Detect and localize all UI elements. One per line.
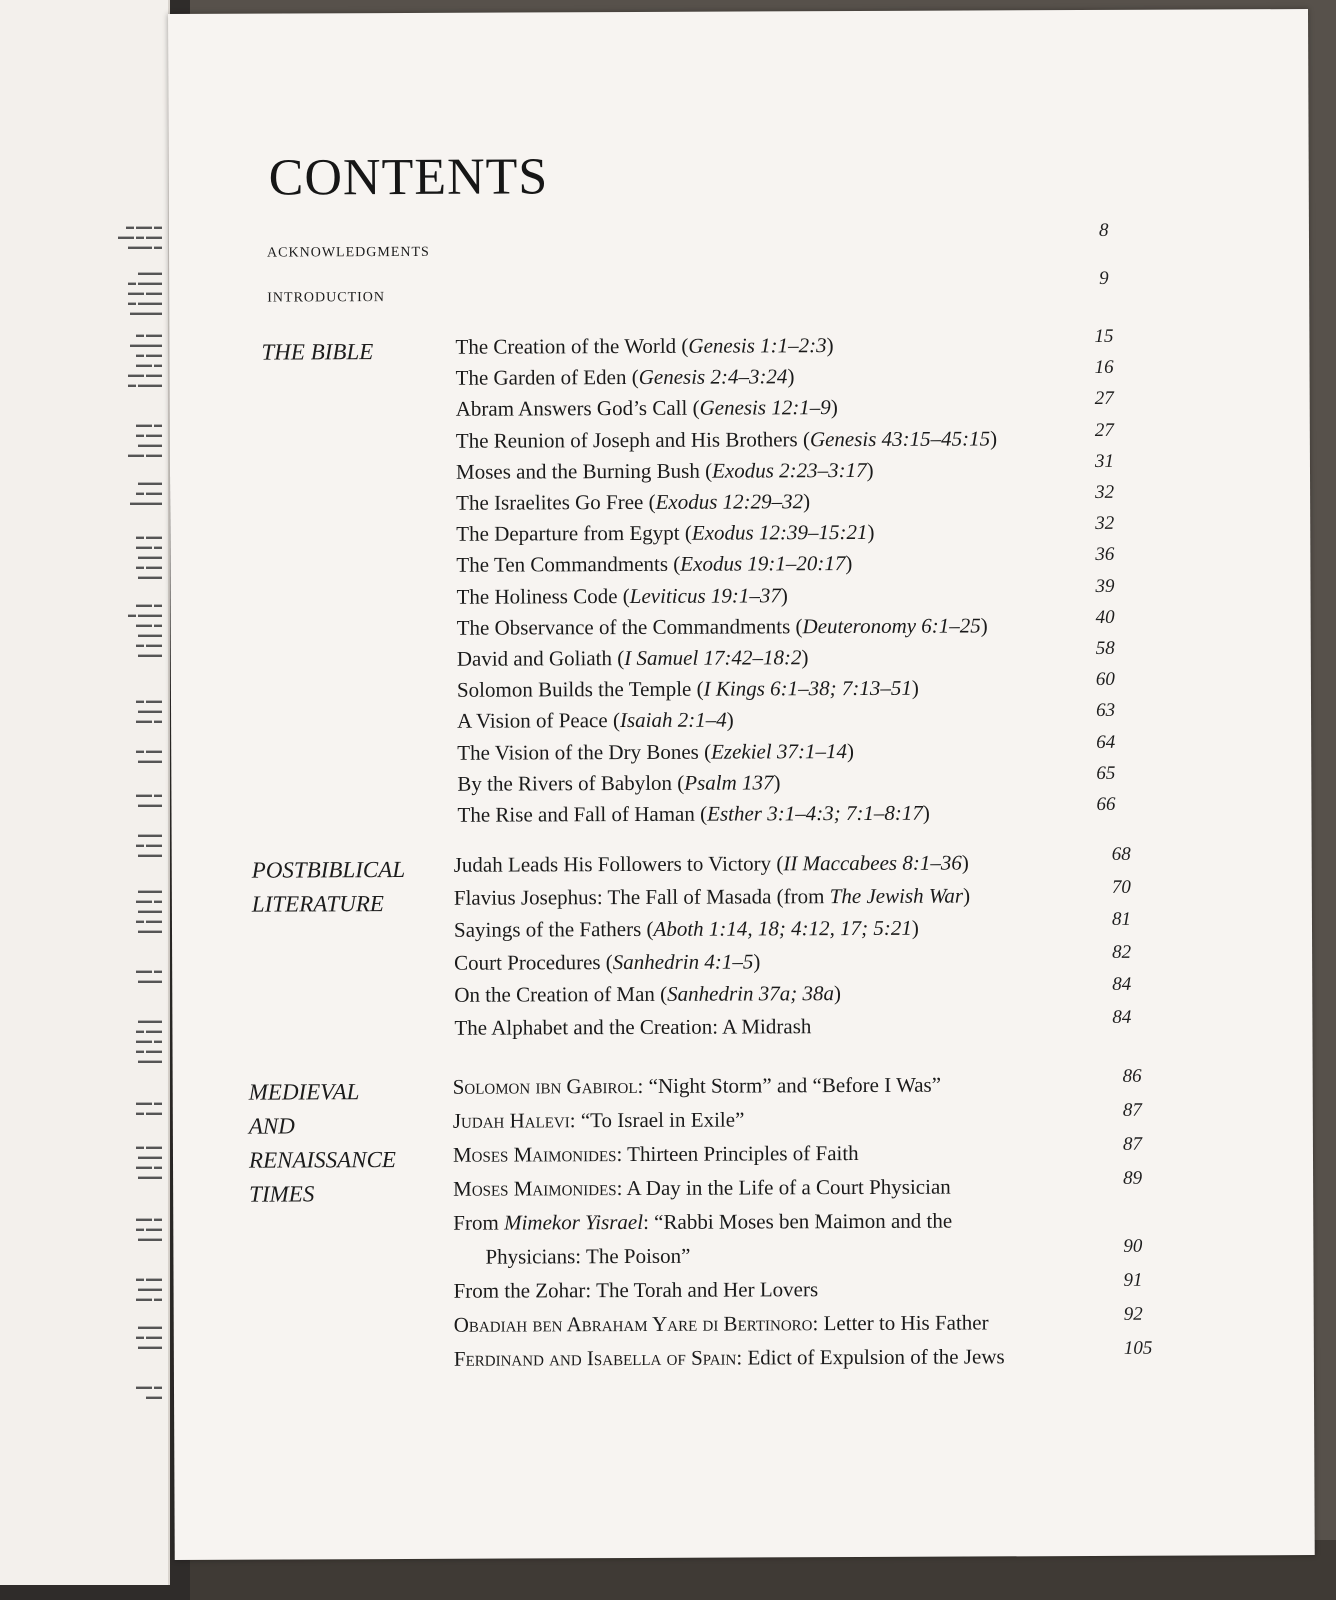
page-number: 82 [1112,941,1132,963]
page-number: 39 [1095,575,1115,597]
paren: ( [654,981,668,1006]
toc-entry [172,843,1312,886]
entry-text: : Thirteen Principles of Faith [616,1140,859,1167]
toc-entry-title [454,883,970,910]
toc-entry-title [453,1107,745,1133]
toc-entry [172,876,1312,919]
page-number: 15 [1094,325,1114,347]
scripture-reference: Exodus 12:29–32 [655,489,804,514]
toc-entry [172,941,1312,984]
page-number: 86 [1122,1065,1142,1087]
paren: ) [911,675,919,700]
page-number: 89 [1123,1167,1143,1189]
toc-entry-title [454,949,760,975]
paren: ) [833,981,842,1006]
page-number: 92 [1123,1303,1143,1325]
paren: ) [773,770,781,795]
toc-entry-title [456,551,852,578]
paren: ) [961,850,969,875]
page-number: 81 [1111,908,1132,930]
paren: ) [980,613,988,638]
toc-entry [173,1207,1313,1269]
paren: ) [787,364,795,389]
paren: ) [830,395,838,420]
paren: ) [911,915,919,940]
scripture-reference: Psalm 137 [684,770,774,795]
paren: ( [679,520,692,545]
page-number: 64 [1096,731,1116,753]
entry-text: The Garden of Eden [455,365,627,390]
page-number: 87 [1122,1099,1142,1121]
paren: ( [600,949,613,974]
author-name: Solomon ibn Gabirol [452,1073,638,1099]
author-name: Moses Maimonides [452,1142,617,1167]
scripture-reference: Deuteronomy 6:1–25 [802,613,981,639]
toc-entry-title [457,801,930,828]
page-number: 36 [1095,544,1115,566]
paren: ) [845,551,853,576]
scripture-reference: Aboth 1:14, 18; 4:12, 17; 5:21 [653,915,912,941]
toc-entry-title [454,851,969,878]
paren: ( [790,614,803,639]
section-heading-line: THE BIBLE [261,339,374,365]
section-heading-line: MEDIEVAL [248,1079,360,1105]
page-number: 90 [1123,1235,1143,1257]
toc-entry-title [457,613,988,640]
toc-entry-title [456,458,874,485]
paren: ( [617,583,630,608]
scripture-reference: Genesis 43:15–45:15 [809,426,991,451]
entry-text: The Alphabet and the Creation: A Midrash [454,1013,812,1040]
paren: ) [846,738,854,763]
toc-entry-title [457,645,809,672]
paren: ( [641,916,654,941]
work-title: Mimekor Yisrael [503,1209,644,1235]
section-heading-line: LITERATURE [251,891,384,917]
paren: ) [866,457,874,482]
paren: ( [699,458,713,483]
entry-text: From the Zohar: The Torah and Her Lovers [453,1277,819,1303]
toc-entry-title [456,364,795,390]
work-title: The Jewish War [829,883,964,908]
entry-text: A Vision of Peace [457,708,608,734]
entry-text: On the Creation of Man [454,981,655,1007]
author-name: Judah Halevi [452,1108,570,1133]
front-matter-page-number: 9 [1099,267,1109,289]
entry-text: The Ten Commandments [456,552,669,578]
page-number: 32 [1095,481,1115,503]
toc-entry-title [454,916,919,943]
toc-entry-title [454,1344,1005,1371]
toc-entry-title [453,1141,859,1168]
paren: ( [694,801,708,826]
paren: ( [643,489,656,514]
scripture-reference: II Maccabees 8:1–36 [783,850,962,876]
entry-text: Court Procedures [454,949,601,975]
page-number: 87 [1122,1133,1142,1155]
page-number: 40 [1095,606,1115,628]
scripture-reference: Isaiah 2:1–4 [619,707,727,733]
toc-entry-title [454,981,841,1008]
page-number: 63 [1096,700,1116,722]
page-number: 105 [1123,1337,1153,1359]
author-name: Moses Maimonides [453,1176,617,1201]
scripture-reference: Sanhedrin 4:1–5 [612,948,754,974]
entry-text: : “Rabbi Moses ben Maimon and the [643,1208,953,1234]
entry-text: Moses and the Burning Bush [455,458,700,484]
section-heading-line: RENAISSANCE [248,1147,396,1173]
entry-text: ) [963,883,971,908]
toc-entry-title [457,708,734,734]
contents-page [168,9,1315,1560]
entry-text: The Creation of the World [455,333,677,359]
page-title: CONTENTS [268,148,549,207]
toc-entry-title [456,489,810,516]
paren: ( [797,426,810,451]
scripture-reference: Sanhedrin 37a; 38a [667,981,835,1006]
entry-text: : Letter to His Father [812,1310,989,1336]
section-heading-line: AND [248,1113,295,1139]
section-heading-line: TIMES [249,1181,315,1207]
toc-entry-continuation: Physicians: The Poison” [485,1243,691,1269]
author-name: Obadiah ben Abraham Yare di Bertinoro [453,1311,813,1337]
toc-entry-title [453,1209,952,1236]
scripture-reference: Genesis 1:1–2:3 [688,333,827,358]
toc-entry-title [457,739,854,766]
facing-page: ▬ ▬▬ ▬ ▬▬ ▬ ▬▬ ▬▬▬ ▬ ▬▬▬ ▬ ▬▬▬ ▬▬ ▬▬ ▬ ▬▬▬ ▬▬▬▬ ▬ ▬▬ ▬▬▬▬ ▬ ▬▬ ▬▬ ▬ ▬▬ ▬▬ ▬ ▬▬▬ ▬▬ ▬ ▬ ▬▬ ▬▬▬ ▬▬ ▬▬ ▬▬▬ ▬ ▬▬ ▬▬▬▬ ▬ ▬▬ ▬▬ ▬ ▬▬▬ ▬ ▬▬ ▬▬▬ ▬▬ ▬ ▬ ▬▬▬ ▬▬ ▬ ▬▬▬ ▬ ▬▬ ▬▬▬ ▬ ▬▬ ▬▬▬ ▬▬ ▬ ▬ ▬▬ ▬▬▬ ▬▬ ▬ ▬▬▬ ▬▬▬ ▬ ▬▬ ▬▬▬ ▬▬▬ ▬▬ ▬ ▬▬▬ ▬ ▬▬ ▬▬▬ ▬▬ ▬ ▬▬▬ ▬▬▬ ▬ ▬▬ ▬▬ ▬ ▬ ▬▬ ▬▬▬ ▬▬ ▬ ▬ ▬▬ ▬ ▬▬ ▬▬▬ ▬▬ ▬ ▬▬▬ ▬▬ ▬ ▬ ▬▬ ▬▬▬ ▬ ▬▬ ▬▬▬ ▬▬ ▬ ▬▬▬ ▬ ▬▬ ▬▬▬ ▬▬ ▬ ▬▬ [0,0,170,1585]
entry-text: Judah Leads His Followers to Victory [453,851,772,877]
paren: ( [611,646,625,671]
entry-text: The Rise and Fall of Haman [457,801,695,827]
paren: ( [691,676,704,701]
scripture-reference: Exodus 12:39–15:21 [691,520,868,545]
toc-entry-title [456,520,874,547]
paren: ) [867,520,875,545]
entry-text: : Edict of Expulsion of the Jews [736,1344,1005,1370]
page-number: 91 [1123,1269,1143,1291]
paren: ) [801,645,809,670]
page-number: 66 [1096,793,1116,815]
toc-entry [171,793,1311,836]
scripture-reference: Genesis 2:4–3:24 [638,364,788,390]
scripture-reference: Exodus 2:23–3:17 [712,457,867,483]
page-number: 60 [1095,669,1115,691]
paren: ( [698,739,712,764]
scripture-reference: Ezekiel 37:1–14 [710,738,847,764]
front-matter-acknowledgments: ACKNOWLEDGMENTS [267,244,430,261]
toc-entry-title [457,770,780,796]
toc-entry [172,1006,1312,1049]
page-number: 32 [1095,513,1115,535]
page-number: 27 [1094,419,1114,441]
page-number: 27 [1094,388,1114,410]
entry-text: The Holiness Code [456,583,618,609]
entry-text: The Israelites Go Free [456,489,644,515]
entry-text: From [453,1210,505,1235]
entry-text: Flavius Josephus: The Fall of Masada (from [453,883,830,910]
toc-entry-title [456,583,787,609]
toc-entry-title [456,395,838,422]
paren: ( [607,708,620,733]
entry-text: : “To Israel in Exile” [569,1107,745,1133]
entry-text: The Vision of the Dry Bones [457,739,699,765]
page-number: 68 [1111,843,1131,865]
scripture-reference: I Samuel 17:42–18:2 [624,645,802,671]
paren: ( [687,396,700,421]
toc-entry-title [455,333,833,360]
paren: ) [922,800,930,825]
author-name: Ferdinand and Isabella of Spain [453,1345,737,1371]
entry-text: Solomon Builds the Temple [456,676,692,702]
entry-text: Sayings of the Fathers [453,916,642,942]
toc-entry-title [457,676,919,703]
paren: ) [726,707,734,732]
toc-entry-title [456,426,997,453]
entry-text: : A Day in the Life of a Court Physician [616,1174,951,1201]
section-heading-line: POSTBIBLICAL [251,856,406,883]
toc-entry-title [454,1277,819,1304]
scripture-reference: Leviticus 19:1–37 [629,582,781,608]
scripture-reference: Genesis 12:1–9 [699,395,831,421]
front-matter-page-number: 8 [1098,219,1109,241]
toc-entry-title [454,1310,989,1337]
paren: ) [780,582,788,607]
paren: ) [826,333,834,358]
paren: ( [771,851,784,876]
page-number: 65 [1096,762,1116,784]
paren: ) [753,948,761,973]
paren: ( [626,365,639,390]
toc-entry-title [453,1073,941,1100]
entry-text: Abram Answers God’s Call [455,396,688,422]
entry-text: : “Night Storm” and “Before I Was” [637,1072,942,1098]
entry-text: David and Goliath [456,646,613,671]
toc-entry [173,1167,1313,1210]
toc-entry-title [453,1175,951,1202]
scripture-reference: I Kings 6:1–38; 7:13–51 [703,675,912,701]
page-number: 31 [1094,450,1115,472]
paren: ( [676,333,689,358]
page-number: 84 [1112,1006,1132,1028]
page-number: 58 [1095,637,1115,659]
paren: ( [667,552,681,577]
entry-text: The Reunion of Joseph and His Brothers [455,426,798,453]
entry-text: The Observance of the Commandments [456,614,791,640]
toc-entry [174,1337,1314,1380]
paren: ) [990,425,998,451]
paren: ( [671,770,685,795]
scripture-reference: Esther 3:1–4:3; 7:1–8:17 [707,800,923,826]
toc-entry [172,973,1312,1016]
page-number: 70 [1111,876,1131,898]
scripture-reference: Exodus 19:1–20:17 [680,551,846,577]
toc-entry-title [454,1014,811,1041]
page-number: 16 [1094,357,1114,379]
paren: ) [803,489,811,514]
toc-entry [172,908,1312,951]
entry-text: The Departure from Egypt [456,520,680,546]
entry-text: By the Rivers of Babylon [457,770,673,796]
page-number: 84 [1112,973,1132,995]
front-matter-introduction: INTRODUCTION [267,290,386,306]
